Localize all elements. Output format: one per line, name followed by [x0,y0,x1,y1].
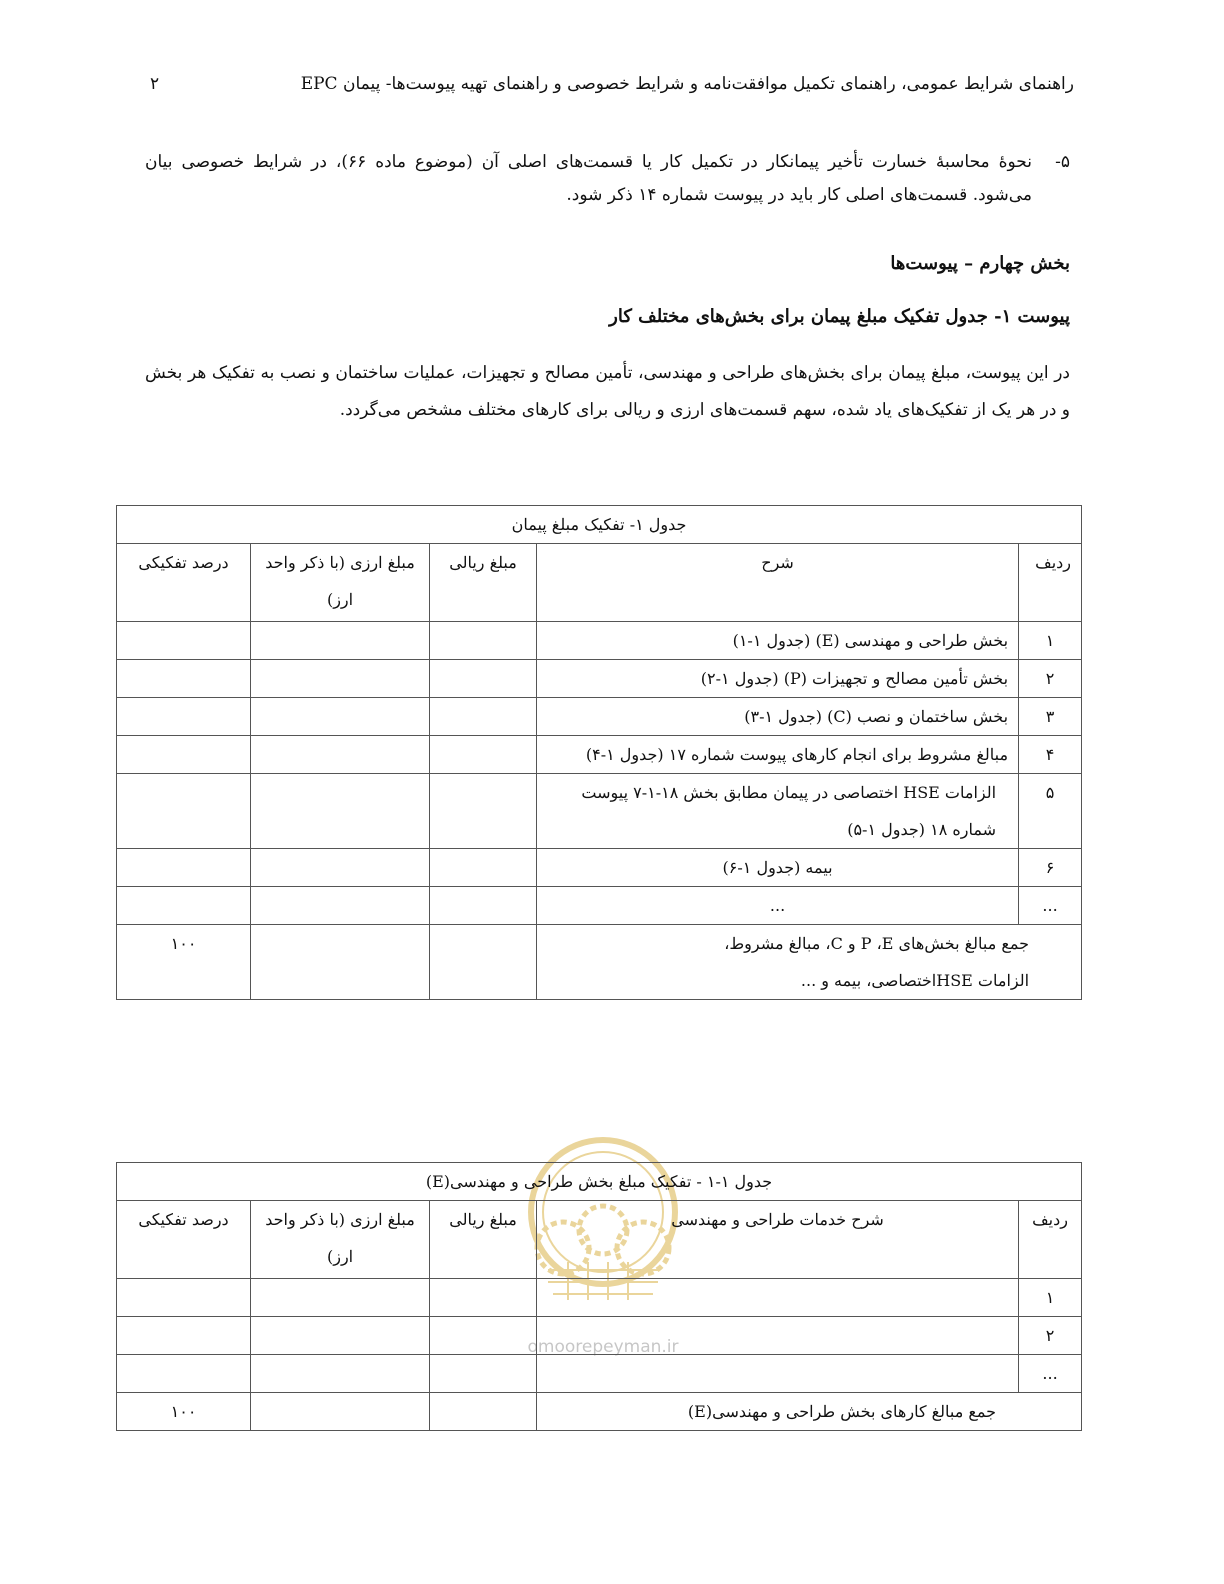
row-number: ۱ [1019,1279,1082,1317]
header-rial: مبلغ ریالی [430,544,537,622]
pct-cell [117,1279,251,1317]
pct-cell [117,1355,251,1393]
table-row [117,698,1082,736]
total-row [117,1393,1082,1431]
rial-cell [430,1393,537,1431]
rial-cell [430,1279,537,1317]
table-row [117,774,1082,849]
row-desc: مبالغ مشروط برای انجام کارهای پیوست شماره ۱۷ (جدول ۱-۴) [537,736,1019,774]
total-pct: ۱۰۰ [117,1393,251,1431]
desc-cell [537,1355,1019,1393]
pct-cell [117,660,251,698]
row-desc: الزامات HSE اختصاصی در پیمان مطابق بخش ۱۸-۱-۷ پیوست شماره ۱۸ (جدول ۱-۵) [537,774,1019,849]
desc-cell [537,1279,1019,1317]
fx-cell [251,660,430,698]
total-desc: جمع مبالغ بخش‌های P ،E و C، مبالغ مشروط، الزامات HSEاختصاصی، بیمه و ... [537,925,1082,1000]
table-row [117,1317,1082,1355]
list-item-number: ۵- [1055,152,1070,172]
row-desc: بخش طراحی و مهندسی (E) (جدول ۱-۱) [537,622,1019,660]
pct-cell [117,698,251,736]
rial-cell [430,622,537,660]
rial-cell [430,887,537,925]
table-row [117,1355,1082,1393]
pct-cell [117,774,251,849]
fx-cell [251,887,430,925]
list-item-text: نحوهٔ محاسبهٔ خسارت تأخیر پیمانکار در تکمیل کار یا قسمت‌های اصلی آن (موضوع ماده ۶۶)، در شرایط خصوصی بیان می‌شود. قسمت‌های اصلی کار باید در پیوست شماره ۱۴ ذکر شود. [145,152,1032,205]
fx-cell [251,925,430,1000]
pct-cell [117,1317,251,1355]
pct-cell [117,849,251,887]
table-row [117,887,1082,925]
fx-cell [251,1393,430,1431]
table-row [117,849,1082,887]
row-number: ... [1019,1355,1082,1393]
fx-cell [251,1279,430,1317]
row-number: ۲ [1019,1317,1082,1355]
total-row [117,925,1082,1000]
header-pct: درصد تفکیکی [117,544,251,622]
row-desc: بخش ساختمان و نصب (C) (جدول ۱-۳) [537,698,1019,736]
rial-cell [430,774,537,849]
table-caption: جدول ۱- تفکیک مبلغ پیمان [117,506,1082,544]
rial-cell [430,698,537,736]
rial-cell [430,925,537,1000]
annex-title: پیوست ۱- جدول تفکیک مبلغ پیمان برای بخش‌های مختلف کار [609,306,1070,327]
section-title: بخش چهارم – پیوست‌ها [890,253,1070,274]
intro-paragraph: در این پیوست، مبلغ پیمان برای بخش‌های طراحی و مهندسی، تأمین مصالح و تجهیزات، عملیات ساختمان و نصب به تفکیک هر بخش و در هر یک از تفکیک‌های یاد شده، سهم قسمت‌های ارزی و ریالی برای کارهای مختلف مشخص می‌گردد. [145,363,1070,420]
row-number: ۱ [1019,622,1082,660]
header-pct: درصد تفکیکی [117,1201,251,1279]
desc-cell [537,1317,1019,1355]
page-header [150,74,1074,104]
row-number: ۳ [1019,698,1082,736]
pct-cell [117,622,251,660]
total-pct: ۱۰۰ [117,925,251,1000]
rial-cell [430,660,537,698]
rial-cell [430,736,537,774]
rial-cell [430,849,537,887]
rial-cell [430,1317,537,1355]
fx-cell [251,849,430,887]
header-fx: مبلغ ارزی (با ذکر واحد ارز) [251,1201,430,1279]
row-number: ... [1019,887,1082,925]
header-desc: شرح خدمات طراحی و مهندسی [537,1201,1019,1279]
page-number: ۲ [150,74,160,94]
table-caption: جدول ۱-۱ - تفکیک مبلغ بخش طراحی و مهندسی(E) [117,1163,1082,1201]
pct-cell [117,887,251,925]
header-title: راهنمای شرایط عمومی، راهنمای تکمیل موافقت‌نامه و شرایط خصوصی و راهنمای تهیه پیوست‌ها- پیمان EPC [300,74,1074,94]
header-fx: مبلغ ارزی (با ذکر واحد ارز) [251,544,430,622]
watermark-url: omoorepeyman.ir [527,1337,679,1357]
fx-cell [251,1355,430,1393]
list-item-5 [145,146,1070,212]
fx-cell [251,698,430,736]
header-desc: شرح [537,544,1019,622]
fx-cell [251,622,430,660]
table-row [117,1279,1082,1317]
rial-cell [430,1355,537,1393]
table-row [117,660,1082,698]
header-row: ردیف [1019,1201,1082,1279]
fx-cell [251,1317,430,1355]
table-row [117,622,1082,660]
fx-cell [251,736,430,774]
design-engineering-table [116,1162,1082,1431]
header-rial: مبلغ ریالی [430,1201,537,1279]
pct-cell [117,736,251,774]
total-desc: جمع مبالغ کارهای بخش طراحی و مهندسی(E) [537,1393,1082,1431]
row-number: ۵ [1019,774,1082,849]
table-row [117,736,1082,774]
header-row: ردیف [1019,544,1082,622]
row-number: ۶ [1019,849,1082,887]
row-desc: بیمه (جدول ۱-۶) [537,849,1019,887]
row-desc: ... [537,887,1019,925]
contract-breakdown-table [116,505,1082,1000]
row-number: ۲ [1019,660,1082,698]
row-desc: بخش تأمین مصالح و تجهیزات (P) (جدول ۱-۲) [537,660,1019,698]
fx-cell [251,774,430,849]
row-number: ۴ [1019,736,1082,774]
